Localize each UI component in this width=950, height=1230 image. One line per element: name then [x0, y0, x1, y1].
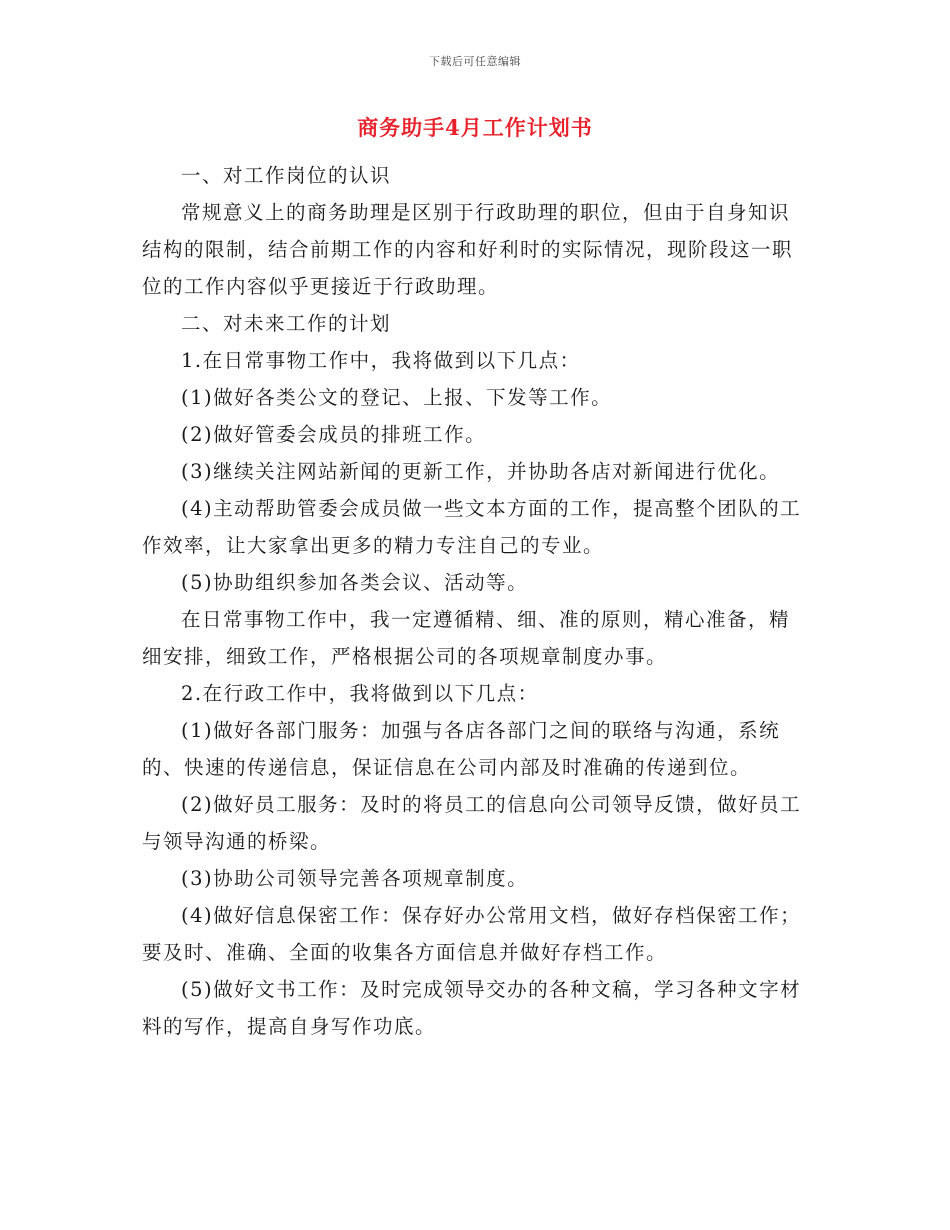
document-body — [142, 157, 810, 1045]
list-item: (4)主动帮助管委会成员做一些文本方面的工作，提高整个团队的工作效率，让大家拿出更多的精力专注自己的专业。 — [142, 497, 802, 557]
document-title: 商务助手4月工作计划书 — [357, 115, 593, 140]
list-item: (3)协助公司领导完善各项规章制度。 — [181, 867, 529, 890]
list-item: (3)继续关注网站新闻的更新工作，并协助各店对新闻进行优化。 — [181, 460, 781, 483]
list-item: (1)做好各类公文的登记、上报、下发等工作。 — [181, 386, 613, 409]
list-item: (2)做好管委会成员的排班工作。 — [181, 423, 487, 446]
section-heading-1: 一、对工作岗位的认识 — [181, 164, 392, 187]
list-item: (2)做好员工服务：及时的将员工的信息向公司领导反馈，做好员工与领导沟通的桥梁。 — [142, 793, 802, 853]
subheading-daily-work: 1.在日常事物工作中，我将做到以下几点： — [181, 349, 581, 372]
paragraph: 在日常事物工作中，我一定遵循精、细、准的原则，精心准备，精细安排，细致工作，严格根据公司的各项规章制度办事。 — [142, 608, 791, 668]
header-note: 下载后可任意编辑 — [429, 55, 521, 68]
list-item: (5)做好文书工作：及时完成领导交办的各种文稿，学习各种文字材料的写作，提高自身写作功底。 — [142, 978, 802, 1038]
paragraph: 常规意义上的商务助理是区别于行政助理的职位，但由于自身知识结构的限制，结合前期工作的内容和好利时的实际情况，现阶段这一职位的工作内容似乎更接近于行政助理。 — [142, 201, 794, 298]
list-item: (4)做好信息保密工作：保存好办公常用文档，做好存档保密工作；要及时、准确、全面的收集各方面信息并做好存档工作。 — [142, 904, 802, 964]
list-item: (1)做好各部门服务：加强与各店各部门之间的联络与沟通，系统的、快速的传递信息，保证信息在公司内部及时准确的传递到位。 — [142, 719, 781, 779]
list-item: (5)协助组织参加各类会议、活动等。 — [181, 571, 529, 594]
section-heading-2: 二、对未来工作的计划 — [181, 312, 392, 335]
subheading-admin-work: 2.在行政工作中，我将做到以下几点： — [181, 682, 539, 705]
